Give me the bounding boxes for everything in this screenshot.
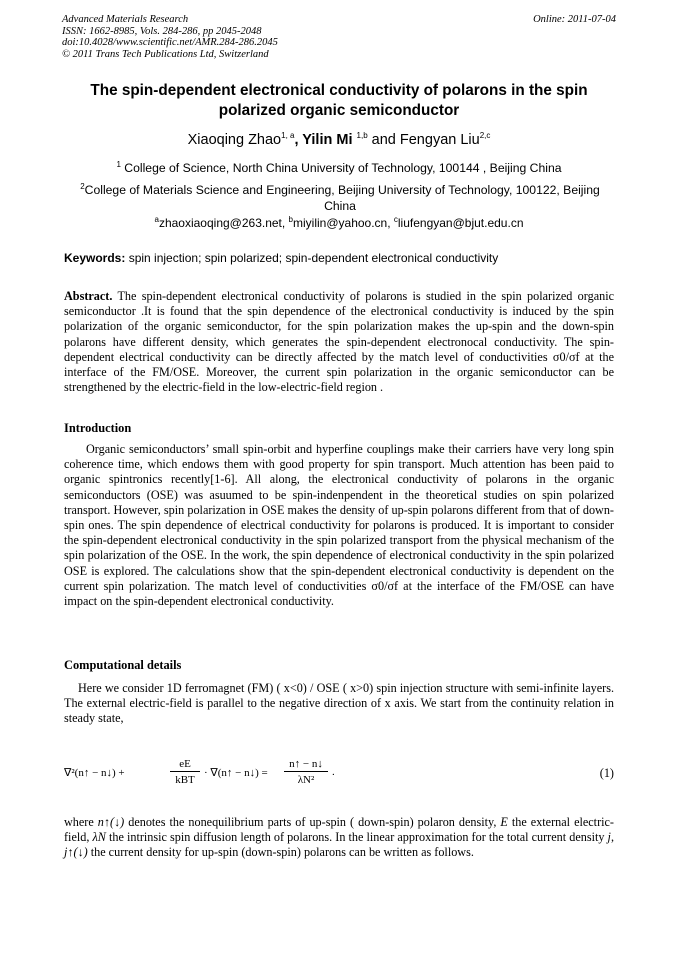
author-1: Xiaoqing Zhao <box>187 131 282 148</box>
title-line-1: The spin-dependent electronical conductivity of polarons in the spin <box>90 82 588 99</box>
explanation-part-6: the current density for up-spin (down-spin) polarons can be written as follows. <box>87 845 474 860</box>
author-1-affil: 1, a <box>281 131 295 140</box>
issn-line: ISSN: 1662-8985, Vols. 284-286, pp 2045-2048 <box>62 25 262 37</box>
abstract-label: Abstract. <box>64 289 113 303</box>
explanation-part-5: , <box>610 830 614 845</box>
symbol-E: E <box>500 815 508 829</box>
email-list <box>62 215 616 230</box>
paper-title <box>62 81 616 121</box>
online-date: Online: 2011-07-04 <box>533 14 616 25</box>
affiliation-2-text: College of Materials Science and Engineering, Beijing University of Technology, 100122, Beijing China <box>84 183 600 214</box>
email-c[interactable]: liufengyan@bjut.edu.cn <box>397 216 524 230</box>
author-separator: , Yilin Mi <box>294 131 357 148</box>
author-2-affil: 1,b <box>356 131 368 140</box>
equation-frac1 <box>170 757 200 788</box>
journal-name: Advanced Materials Research <box>62 14 189 25</box>
copyright-line: © 2011 Trans Tech Publications Ltd, Switzerland <box>62 48 269 60</box>
keywords-text: spin injection; spin polarized; spin-dependent electronical conductivity <box>125 251 499 265</box>
author-list <box>62 131 616 148</box>
author-3: and Fengyan Liu <box>367 131 480 148</box>
symbol-j: j <box>607 830 611 845</box>
affiliation-2-marker: 2 <box>80 182 85 191</box>
introduction-text: Organic semiconductors’ small spin-orbit and hyperfine couplings make their carriers have very long spin coherence time, which endows them with good property for spin transport. Much attention has been paid to organic spintronics recently[1-6]. All along, the electronical conductivity of polarons in the organic semiconductors (OSE) was asuumed to be spin-indenpendent in the theoretical studies on spin polarized transport. However, spin polarization in OSE makes the density of up-spin polarons different from that of down-spin ones. The spin dependence of electrical conductivity for polarons is produced. It is important to consider the spin-dependent electronical conductivity in the spin polarized transport from the physical mechanism of the spin polarization of the OSE. In the work, the spin dependence of electronical conductivity in the spin polarized OSE is explored. The calculations show that the spin-dependent electronical conductivity is dependent on the current spin polarization. The match level of conductivities σ0/σf at the interface of the FM/OSE can have impact on the spin-dependent electronical conductivity. <box>64 442 614 609</box>
explanation-part-4: the intrinsic spin diffusion length of polarons. In the linear approximation for the total current density <box>105 830 608 845</box>
equation-frac2-den: λN² <box>297 774 315 786</box>
equation-1 <box>64 757 614 793</box>
introduction-heading: Introduction <box>64 421 132 435</box>
affiliation-1-marker: 1 <box>116 160 121 169</box>
affiliation-2 <box>64 179 616 214</box>
email-a-marker: a <box>154 215 159 224</box>
affiliation-1 <box>62 157 616 176</box>
email-b[interactable]: miyilin@yahoo.cn, <box>293 216 394 230</box>
journal-header <box>62 14 278 60</box>
equation-frac2 <box>284 757 328 788</box>
computational-heading: Computational details <box>64 658 182 672</box>
keywords-label: Keywords: <box>64 251 126 265</box>
equation-lhs: ∇²(n↑ − n↓) + <box>64 767 125 779</box>
email-a[interactable]: zhaoxiaoqing@263.net, <box>158 216 289 230</box>
explanation-part-3: the external electric-field, <box>64 815 614 845</box>
equation-number: (1) <box>599 766 614 780</box>
affiliation-1-text: College of Science, North China University of Technology, 100144 , Beijing China <box>120 161 562 176</box>
keywords <box>64 251 498 265</box>
equation-middle: · ∇(n↑ − n↓) = <box>204 767 268 779</box>
equation-explanation <box>64 815 614 861</box>
author-3-affil: 2,c <box>479 131 491 140</box>
title-line-2: polarized organic semiconductor <box>218 102 460 119</box>
symbol-lambda: λN <box>92 830 106 845</box>
equation-frac1-den: kBT <box>175 774 195 786</box>
symbol-n: n↑(↓) <box>97 815 125 829</box>
email-c-marker: c <box>393 215 398 224</box>
equation-frac2-num: n↑ − n↓ <box>284 757 328 772</box>
explanation-part-1: where <box>64 815 98 829</box>
equation-end: . <box>332 766 335 778</box>
symbol-j-spin: j↑(↓) <box>64 845 88 860</box>
doi-line[interactable]: doi:10.4028/www.scientific.net/AMR.284-286.2045 <box>62 37 278 48</box>
abstract <box>64 289 614 395</box>
email-b-marker: b <box>288 215 293 224</box>
computational-text: Here we consider 1D ferromagnet (FM) ( x<0) / OSE ( x>0) spin injection structure with semi-infinite layers. The external electric-field is parallel to the negative direction of x axis. We start from the continuity relation in steady state, <box>64 681 614 726</box>
explanation-part-2: denotes the nonequilibrium parts of up-spin ( down-spin) polaron density, <box>124 815 501 829</box>
equation-frac1-num: eE <box>170 757 200 772</box>
abstract-text: The spin-dependent electronical conductivity of polarons is studied in the spin polarized organic semiconductor .It is found that the spin dependence of the electronical conductivity is induced by the spin polarization of the organic semiconductor, for the spin polarization makes the up-spin and the down-spin polarons have different density, which generates the spin-dependent electronocal conductivity. The spin-dependent electrical conductivity can be directly affected by the match level of conductivities σ0/σf at the interface of the FM/OSE. Moreover, the current spin polarization in the organic semiconductor can be strengthened by the electric-field in the low-electric-field region . <box>64 289 614 395</box>
